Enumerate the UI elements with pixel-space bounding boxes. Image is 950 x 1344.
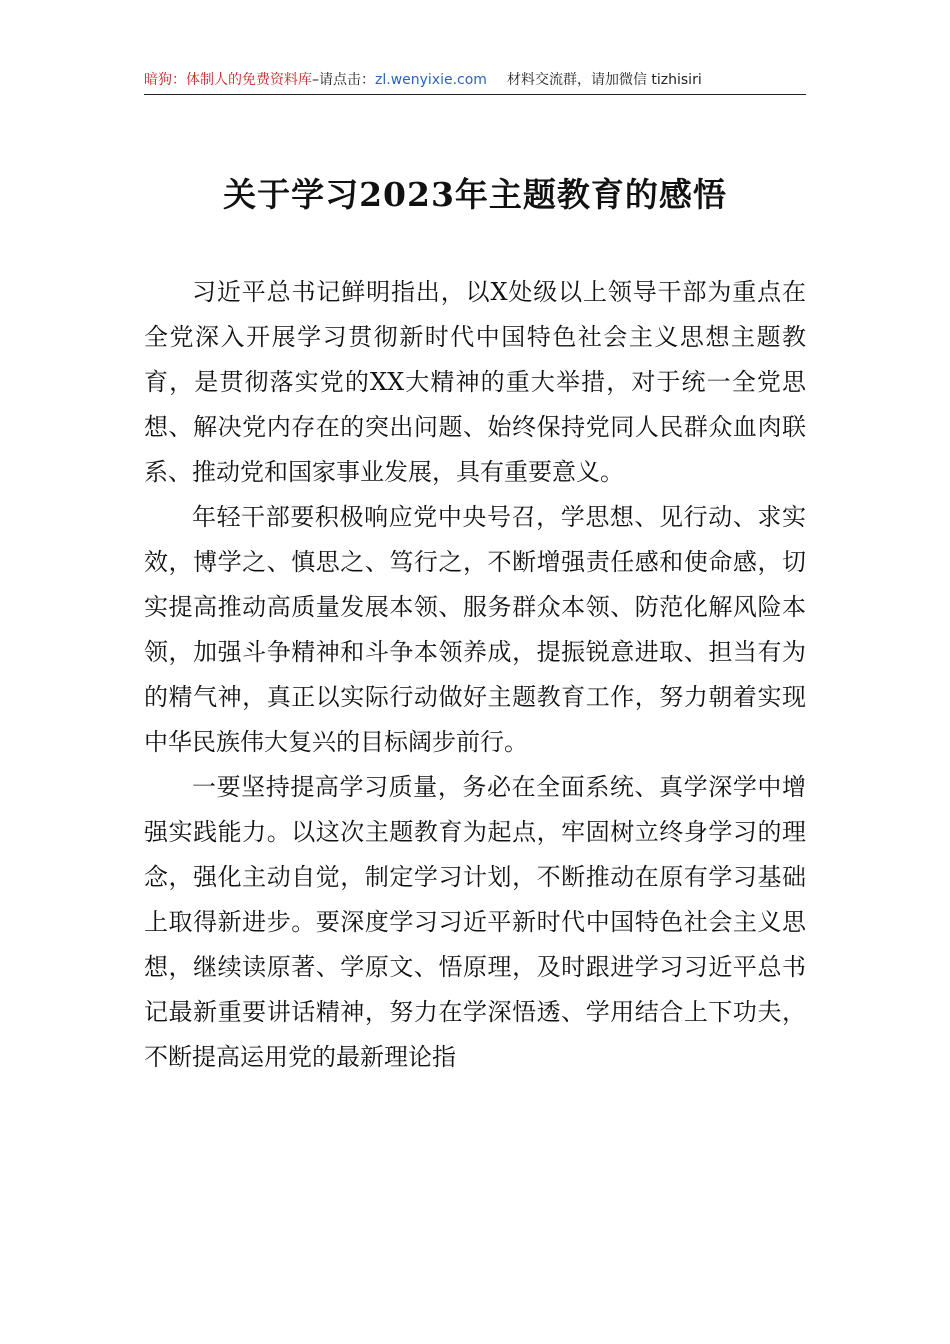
paragraph-3: 一要坚持提高学习质量，务必在全面系统、真学深学中增强实践能力。以这次主题教育为起点，牢固树立终身学习的理念，强化主动自觉，制定学习计划，不断推动在原有学习基础上取得新进步。要深度学习习近平新时代中国特色社会主义思想，继续读原著、学原文、悟原理，及时跟进学习习近平总书记最新重要讲话精神，努力在学深悟透、学用结合上下功夫，不断提高运用党的最新理论指 [144,773,806,1071]
paragraph-2: 年轻干部要积极响应党中央号召，学思想、见行动、求实效，博学之、慎思之、笃行之，不断增强责任感和使命感，切实提高推动高质量发展本领、服务群众本领、防范化解风险本领，加强斗争精神和斗争本领养成，提振锐意进取、担当有为的精气神，真正以实际行动做好主题教育工作，努力朝着实现中华民族伟大复兴的目标阔步前行。 [144,503,806,756]
page-header [144,66,806,95]
header-url-link[interactable]: zl.wenyixie.com [375,72,487,88]
header-brand: 暗狗：体制人的免费资料库 [144,72,312,88]
document-body [144,270,806,1080]
header-prompt: –请点击： [312,72,375,88]
header-contact: 材料交流群，请加微信 tizhisiri [506,72,702,88]
paragraph-1: 习近平总书记鲜明指出，以X处级以上领导干部为重点在全党深入开展学习贯彻新时代中国特色社会主义思想主题教育，是贯彻落实党的XX大精神的重大举措，对于统一全党思想、解决党内存在的突出问题、始终保持党同人民群众血肉联系、推动党和国家事业发展，具有重要意义。 [144,278,806,486]
document-title: 关于学习2023年主题教育的感悟 [223,175,727,214]
